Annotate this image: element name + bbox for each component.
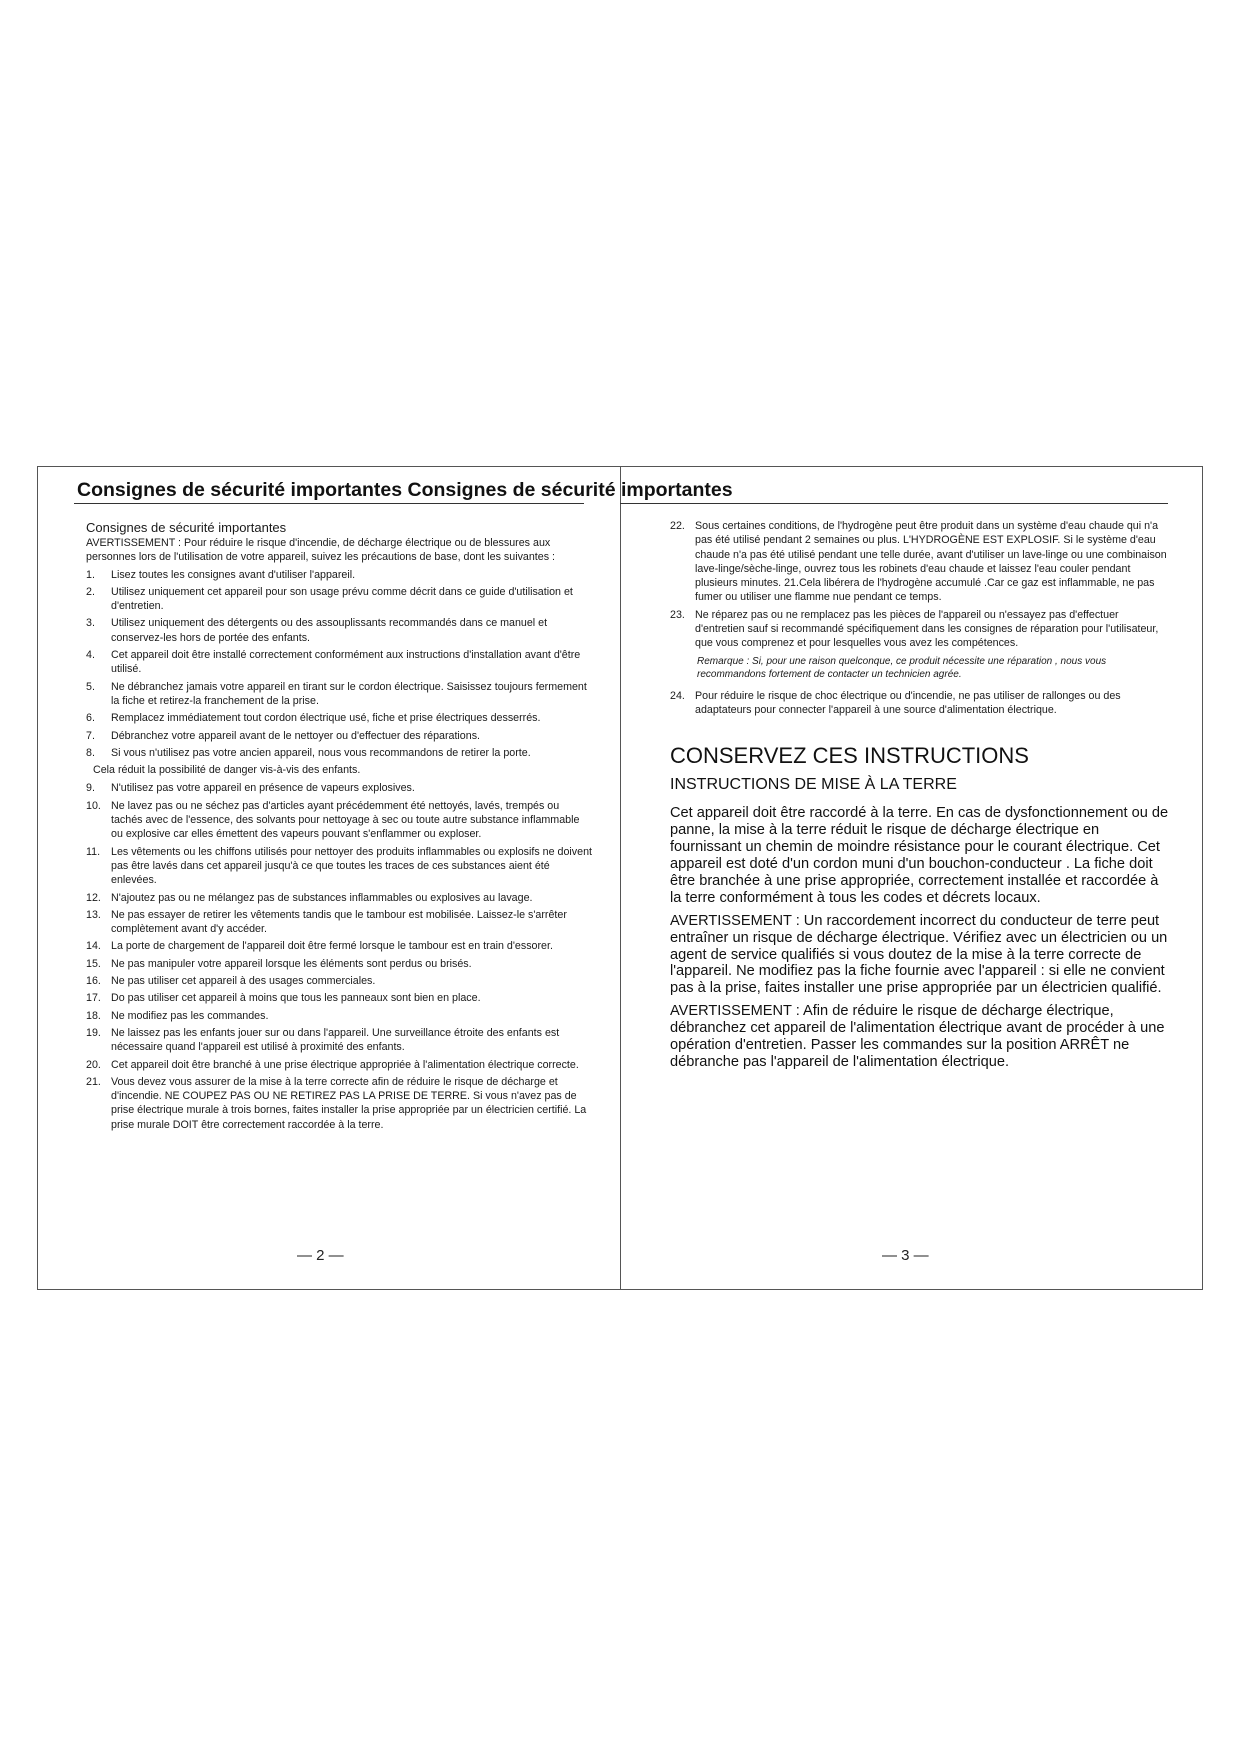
list-item-text: Remplacez immédiatement tout cordon électrique usé, fiche et prise électriques desserrés.: [111, 712, 541, 725]
list-item-number: 1.: [86, 568, 95, 581]
header-title: Consignes de sécurité importantes Consignes de sécurité importantes: [77, 479, 733, 501]
list-item-number: 10.: [86, 799, 101, 812]
list-item-number: 11.: [86, 845, 101, 858]
page-divider: [620, 466, 621, 1290]
list-item: [86, 781, 592, 795]
list-item-text: N'ajoutez pas ou ne mélangez pas de substances inflammables ou explosives au lavage.: [111, 891, 533, 904]
list-item-text: Do pas utiliser cet appareil à moins que tous les panneaux sont bien en place.: [111, 992, 481, 1005]
list-item-number: 9.: [86, 782, 95, 795]
list-item: [86, 648, 592, 677]
list-item-text: Ne lavez pas ou ne séchez pas d'articles ayant précédemment été nettoyés, lavés, trempés ou tachés avec de l'essence, des solvants pour nettoyage à sec ou toute autre substance inflammable ou explosive car elles émettent des vapeurs pouvant s'enflammer ou exploser.: [111, 799, 580, 841]
list-item-number: 6.: [86, 712, 95, 725]
list-item-number: 13.: [86, 908, 101, 921]
list-item: [86, 891, 592, 905]
list-item-text: Ne modifiez pas les commandes.: [111, 1009, 269, 1022]
list-item-text: Utilisez uniquement cet appareil pour son usage prévu comme décrit dans ce guide d'utilisation et d'entretien.: [111, 585, 573, 613]
list-item-text: Sous certaines conditions, de l'hydrogène peut être produit dans un système d'eau chaude qui n'a pas été utilisé pendant 2 semaines ou plus. L'HYDROGÈNE EST EXPLOSIF. Si le système d'eau chaude n'a pas été utilisé pendant une telle durée, avant d'utiliser un lave-linge ou une combinaison lave-linge/sèche-linge, ouvrez tous les robinets d'eau chaude et laissez l'eau couler pendant plusieurs minutes. 21.Cela libérera de l'hydrogène accumulé .Car ce gaz est inflammable, ne pas fumer ou utiliser une flamme nue pendant ce temps.: [695, 520, 1167, 604]
list-item-text: N'utilisez pas votre appareil en présence de vapeurs explosives.: [111, 782, 415, 795]
list-item: [86, 957, 592, 971]
list-item: [86, 711, 592, 725]
list-item: [86, 1009, 592, 1023]
list-item-text: Ne réparez pas ou ne remplacez pas les pièces de l'appareil ou n'essayez pas d'effectuer d'entretien sauf si recommandé spécifiquement dans les consignes de réparation pour l'utilisateur, que vous comprenez et pour lesquelles vous avez les compétences.: [695, 608, 1159, 650]
list-item: [86, 1075, 592, 1132]
header-rule-left: [74, 503, 584, 504]
list-item-number: 18.: [86, 1009, 101, 1022]
grounding-paragraph: Cet appareil doit être raccordé à la terre. En cas de dysfonctionnement ou de panne, la mise à la terre réduit le risque de décharge électrique en fournissant un chemin de moindre résistance pour le courant électrique. Cet appareil est doté d'un cordon muni d'un bouchon-conducteur . La fiche doit être branchée à une prise appropriée, correctement installée et raccordée à la terre conformément à tous les codes et décrets locaux.: [670, 805, 1169, 906]
list-item-number: 21.: [86, 1075, 101, 1088]
page-number-right: — 3 —: [882, 1247, 929, 1264]
list-item-text: Vous devez vous assurer de la mise à la terre correcte afin de réduire le risque de décharge et d'incendie. NE COUPEZ PAS OU NE RETIREZ PAS LA PRISE DE TERRE. Si vous n'avez pas de prise électrique murale à trois bornes, faites installer la prise appropriée par un électricien certifié. La prise murale DOIT être correctement raccordée à la terre.: [111, 1075, 587, 1131]
list-item-number: 8.: [86, 746, 95, 759]
header-rule-right: [620, 503, 1168, 504]
list-item-number: 15.: [86, 957, 101, 970]
grounding-warning-paragraph: AVERTISSEMENT : Un raccordement incorrect du conducteur de terre peut entraîner un risque de décharge électrique. Vérifiez avec un électricien ou un agent de service qualifiés si vous doutez de la mise à la terre correcte de l'appareil. Ne modifiez pas la fiche fournie avec l'appareil : si elle ne convient pas à la prise, faites installer une prise appropriée par un électricien qualifié.: [670, 912, 1168, 997]
keep-instructions-heading: CONSERVEZ CES INSTRUCTIONS: [670, 743, 1029, 769]
warning-intro: AVERTISSEMENT : Pour réduire le risque d'incendie, de décharge électrique ou de blessures aux personnes lors de l'utilisation de votre appareil, suivez les précautions de base, dont les suivantes :: [86, 537, 555, 564]
safety-list-a: [86, 568, 592, 761]
safety-list-c: [670, 519, 1170, 651]
list-item-number: 7.: [86, 729, 95, 742]
list-item-text: Ne débranchez jamais votre appareil en tirant sur le cordon électrique. Saisissez toujours fermement la fiche et retirez-la franchement de la prise.: [111, 680, 587, 707]
left-page: [86, 519, 592, 1135]
list-item: [86, 991, 592, 1005]
list-item-text: Débranchez votre appareil avant de le nettoyer ou d'effectuer des réparations.: [111, 729, 481, 742]
safety-list-d: [670, 689, 1170, 718]
list-item: [86, 680, 592, 709]
list-item: [86, 845, 592, 888]
list-item: [86, 729, 592, 743]
list-item: [86, 974, 592, 988]
list-item-text: Ne laissez pas les enfants jouer sur ou dans l'appareil. Une surveillance étroite des enfants est nécessaire quand l'appareil est utilisé à proximité des enfants.: [111, 1026, 560, 1054]
list-item: [86, 585, 592, 614]
list-item: [86, 1026, 592, 1055]
list-item: [86, 746, 592, 760]
list-item-text: Cet appareil doit être branché à une prise électrique appropriée à l'alimentation électrique correcte.: [111, 1058, 579, 1071]
list-item: [670, 689, 1170, 718]
child-safety-note: Cela réduit la possibilité de danger vis-à-vis des enfants.: [93, 764, 361, 777]
list-item: [670, 608, 1170, 651]
list-item-text: Ne pas utiliser cet appareil à des usages commerciales.: [111, 975, 376, 988]
list-item-number: 17.: [86, 992, 101, 1005]
list-item-text: Les vêtements ou les chiffons utilisés pour nettoyer des produits inflammables ou explosifs ne doivent pas être lavés dans cet appareil jusqu'à ce que toutes les traces de ces substances aient été enlevées.: [111, 845, 593, 887]
list-item-text: Ne pas essayer de retirer les vêtements tandis que le tambour est mobilisée. Laissez-le s'arrêter complètement avant d'y accéder.: [111, 908, 567, 936]
safety-list-b: [86, 781, 592, 1132]
list-item: [86, 616, 592, 645]
list-item-number: 24.: [670, 689, 685, 702]
list-item: [86, 939, 592, 953]
list-item-number: 19.: [86, 1026, 101, 1039]
list-item-number: 22.: [670, 520, 685, 532]
list-item-number: 16.: [86, 975, 101, 988]
page-number-left: — 2 —: [297, 1247, 344, 1264]
list-item: [670, 519, 1170, 605]
list-item-text: Si vous n'utilisez pas votre ancien appareil, nous vous recommandons de retirer la porte.: [111, 746, 531, 759]
list-item-text: Cet appareil doit être installé correctement conformément aux instructions d'installation avant d'être utilisé.: [111, 649, 581, 676]
list-item-text: La porte de chargement de l'appareil doit être fermé lorsque le tambour est en train d'essorer.: [111, 940, 553, 953]
list-item-number: 14.: [86, 940, 101, 953]
maintenance-warning-paragraph: AVERTISSEMENT : Afin de réduire le risque de décharge électrique, débranchez cet appareil de l'alimentation électrique avant de procéder à une opération d'entretien. Passer les commandes sur la position ARRÊT ne débranche pas l'appareil de l'alimentation électrique.: [670, 1003, 1165, 1070]
list-item: [86, 908, 592, 937]
list-item-number: 5.: [86, 680, 95, 693]
list-item-number: 3.: [86, 617, 95, 630]
grounding-instructions-heading: INSTRUCTIONS DE MISE À LA TERRE: [670, 776, 957, 794]
list-item-text: Ne pas manipuler votre appareil lorsque les éléments sont perdus ou brisés.: [111, 957, 472, 970]
right-page: [670, 519, 1170, 1077]
list-item-number: 4.: [86, 649, 95, 662]
list-item: [86, 799, 592, 842]
list-item: [86, 568, 592, 582]
list-item-text: Lisez toutes les consignes avant d'utiliser l'appareil.: [111, 568, 356, 581]
left-page-subtitle: Consignes de sécurité importantes: [86, 520, 287, 535]
list-item-number: 12.: [86, 891, 101, 904]
list-item-text: Utilisez uniquement des détergents ou des assouplissants recommandés dans ce manuel et conservez-les hors de portée des enfants.: [111, 617, 548, 644]
repair-remark: Remarque : Si, pour une raison quelconque, ce produit nécessite une réparation , nous vous recommandons fortement de contacter un technicien agrée.: [697, 655, 1107, 680]
list-item-number: 2.: [86, 585, 95, 598]
list-item-number: 20.: [86, 1058, 101, 1071]
list-item-number: 23.: [670, 608, 685, 621]
list-item: [86, 1058, 592, 1072]
list-item-text: Pour réduire le risque de choc électrique ou d'incendie, ne pas utiliser de rallonges ou des adaptateurs pour connecter l'appareil à une source d'alimentation électrique.: [695, 689, 1121, 716]
